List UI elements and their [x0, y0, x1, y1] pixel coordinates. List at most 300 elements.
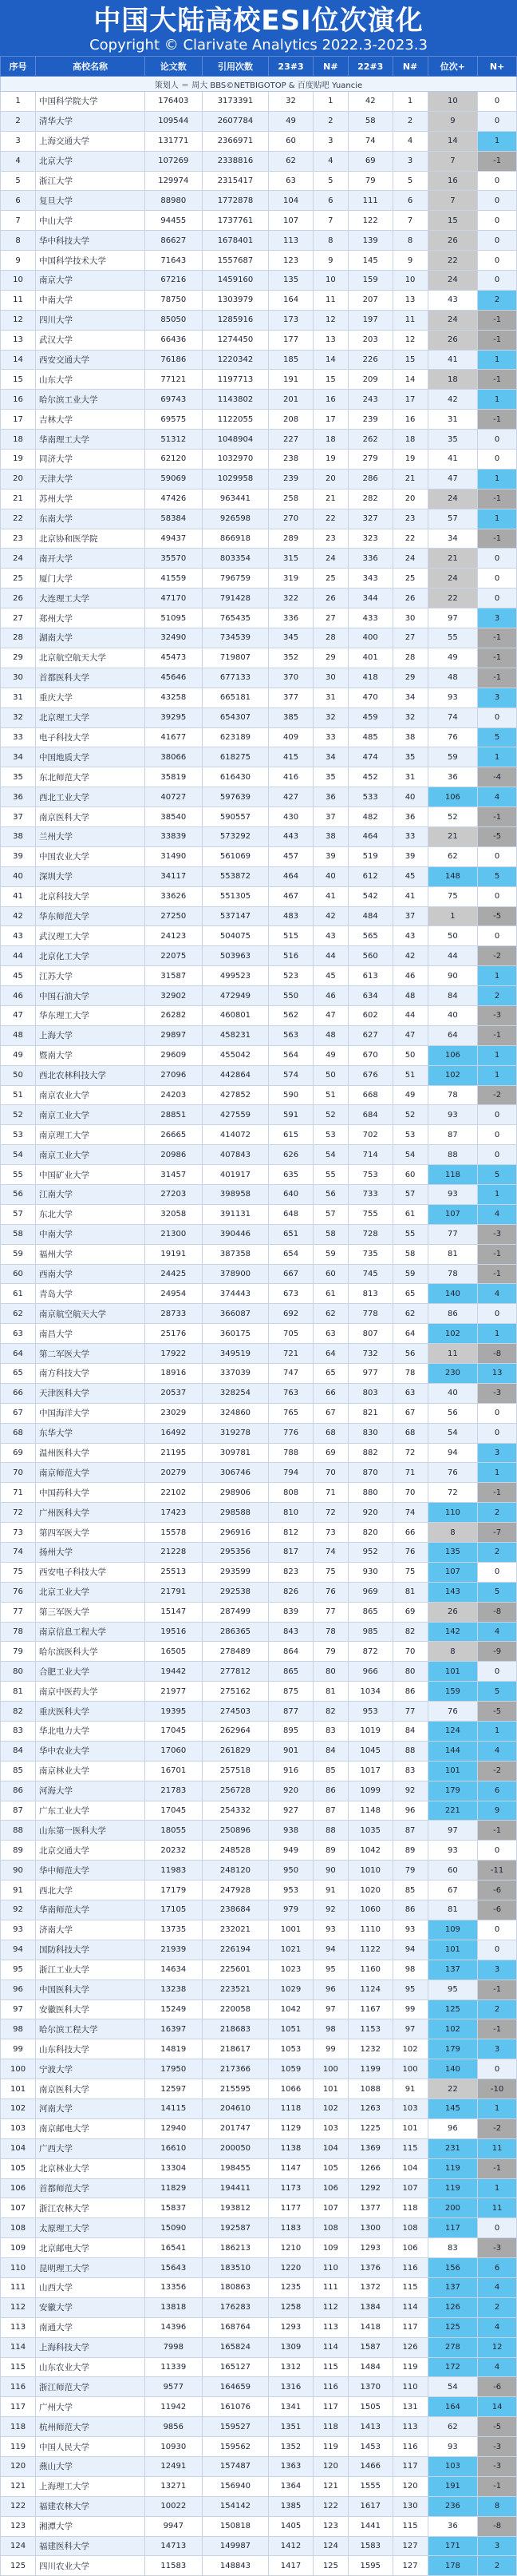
- row-rank-diff: 56: [428, 1403, 478, 1423]
- row-cites: 156940: [202, 2476, 268, 2496]
- row-n22: 24: [393, 549, 428, 569]
- row-no: 93: [1, 1920, 36, 1940]
- row-papers: 107269: [144, 151, 202, 171]
- row-cites: 1285916: [202, 310, 268, 330]
- row-papers: 29897: [144, 1025, 202, 1045]
- row-no: 42: [1, 906, 36, 926]
- row-rank22: 732: [348, 1344, 393, 1364]
- row-cites: 277812: [202, 1662, 268, 1682]
- row-cites: 250896: [202, 1821, 268, 1841]
- row-no: 80: [1, 1662, 36, 1682]
- row-cites: 401917: [202, 1165, 268, 1185]
- row-papers: 28733: [144, 1304, 202, 1324]
- table-row: [1, 2536, 517, 2556]
- row-no: 74: [1, 1543, 36, 1563]
- table-row: [1, 1722, 517, 1742]
- row-school-name: 东南大学: [36, 509, 145, 529]
- row-papers: 21195: [144, 1443, 202, 1463]
- table-row: [1, 648, 517, 668]
- row-n22: 37: [393, 906, 428, 926]
- row-papers: 40727: [144, 787, 202, 807]
- row-rank23: 776: [269, 1423, 314, 1443]
- row-n23: 8: [313, 231, 348, 251]
- row-cites: 215595: [202, 2079, 268, 2099]
- row-no: 81: [1, 1682, 36, 1702]
- row-rank-diff: 52: [428, 807, 478, 827]
- table-row: [1, 2138, 517, 2158]
- row-n-diff: 4: [478, 1741, 517, 1761]
- row-n23: 63: [313, 1324, 348, 1344]
- row-n22: 117: [393, 2456, 428, 2476]
- row-rank22: 803: [348, 1383, 393, 1403]
- row-papers: 26665: [144, 1125, 202, 1145]
- table-row: [1, 1682, 517, 1702]
- row-n23: 32: [313, 707, 348, 727]
- row-n23: 27: [313, 608, 348, 628]
- row-rank23: 523: [269, 966, 314, 986]
- row-n-diff: 1: [478, 1045, 517, 1065]
- row-no: 48: [1, 1025, 36, 1045]
- row-papers: 39295: [144, 707, 202, 727]
- row-n-diff: -1: [478, 1264, 517, 1284]
- row-cites: 278489: [202, 1642, 268, 1662]
- row-n22: 16: [393, 410, 428, 430]
- row-n22: 26: [393, 589, 428, 608]
- row-cites: 551305: [202, 886, 268, 906]
- row-papers: 27250: [144, 906, 202, 926]
- row-rank23: 1177: [269, 2198, 314, 2218]
- row-n-diff: 4: [478, 787, 517, 807]
- row-n22: 88: [393, 1741, 428, 1761]
- row-n23: 48: [313, 1025, 348, 1045]
- row-rank-diff: 103: [428, 2456, 478, 2476]
- row-rank22: 969: [348, 1582, 393, 1602]
- row-no: 40: [1, 866, 36, 886]
- row-papers: 20537: [144, 1383, 202, 1403]
- row-rank23: 1173: [269, 2178, 314, 2198]
- row-n23: 14: [313, 350, 348, 370]
- row-cites: 791428: [202, 589, 268, 608]
- row-cites: 150818: [202, 2516, 268, 2536]
- row-n22: 101: [393, 2118, 428, 2138]
- row-school-name: 苏州大学: [36, 489, 145, 509]
- row-rank-diff: 125: [428, 2317, 478, 2337]
- row-n22: 11: [393, 310, 428, 330]
- row-n23: 19: [313, 450, 348, 470]
- row-rank23: 345: [269, 628, 314, 648]
- row-papers: 29609: [144, 1045, 202, 1065]
- table-row: [1, 310, 517, 330]
- row-rank-diff: 75: [428, 886, 478, 906]
- row-rank22: 42: [348, 92, 393, 112]
- row-rank-diff: 78: [428, 1264, 478, 1284]
- row-cites: 1737761: [202, 211, 268, 231]
- row-papers: 86627: [144, 231, 202, 251]
- row-rank22: 400: [348, 628, 393, 648]
- row-rank23: 865: [269, 1662, 314, 1682]
- row-no: 101: [1, 2079, 36, 2099]
- row-rank-diff: 44: [428, 946, 478, 966]
- row-n-diff: 0: [478, 549, 517, 569]
- row-n-diff: 0: [478, 926, 517, 946]
- row-school-name: 西安交通大学: [36, 350, 145, 370]
- row-cites: 460801: [202, 1005, 268, 1025]
- row-rank23: 590: [269, 1085, 314, 1105]
- table-row: [1, 191, 517, 211]
- row-n22: 2: [393, 111, 428, 131]
- row-n23: 12: [313, 310, 348, 330]
- row-rank22: 1010: [348, 1861, 393, 1880]
- row-cites: 201747: [202, 2118, 268, 2138]
- row-papers: 13238: [144, 1980, 202, 1999]
- row-papers: 47170: [144, 589, 202, 608]
- row-rank-diff: 137: [428, 1960, 478, 1980]
- row-papers: 66436: [144, 330, 202, 350]
- row-school-name: 山东科技大学: [36, 2039, 145, 2059]
- row-rank-diff: 76: [428, 1463, 478, 1483]
- row-cites: 217366: [202, 2059, 268, 2079]
- row-n-diff: 0: [478, 211, 517, 231]
- row-n-diff: -5: [478, 826, 517, 846]
- table-row: [1, 469, 517, 489]
- row-rank-diff: 59: [428, 747, 478, 767]
- row-n23: 116: [313, 2377, 348, 2397]
- row-n-diff: 0: [478, 251, 517, 271]
- row-n23: 117: [313, 2397, 348, 2417]
- table-row: [1, 350, 517, 370]
- row-school-name: 南京中医药大学: [36, 1682, 145, 1702]
- row-rank-diff: 40: [428, 1005, 478, 1025]
- row-n-diff: -7: [478, 1523, 517, 1543]
- row-n23: 95: [313, 1960, 348, 1980]
- row-no: 65: [1, 1364, 36, 1384]
- row-cites: 328254: [202, 1383, 268, 1403]
- row-papers: 27096: [144, 1065, 202, 1085]
- row-papers: 32058: [144, 1204, 202, 1224]
- row-n23: 109: [313, 2238, 348, 2258]
- row-n-diff: 6: [478, 2258, 517, 2278]
- row-school-name: 厦门大学: [36, 569, 145, 589]
- row-rank22: 612: [348, 866, 393, 886]
- row-n22: 119: [393, 2357, 428, 2377]
- row-n-diff: 0: [478, 271, 517, 291]
- row-no: 2: [1, 111, 36, 131]
- row-rank-diff: 156: [428, 2258, 478, 2278]
- row-no: 12: [1, 310, 36, 330]
- table-row: [1, 1204, 517, 1224]
- row-school-name: 吉林大学: [36, 410, 145, 430]
- row-rank23: 516: [269, 946, 314, 966]
- row-n22: 115: [393, 2138, 428, 2158]
- row-rank-diff: 24: [428, 569, 478, 589]
- row-n23: 51: [313, 1085, 348, 1105]
- row-rank-diff: 179: [428, 2039, 478, 2059]
- row-rank23: 60: [269, 131, 314, 151]
- row-n23: 45: [313, 966, 348, 986]
- row-n22: 8: [393, 231, 428, 251]
- table-row: [1, 1999, 517, 2019]
- row-papers: 62120: [144, 450, 202, 470]
- row-no: 26: [1, 589, 36, 608]
- row-cites: 180863: [202, 2277, 268, 2297]
- row-rank-diff: 135: [428, 1543, 478, 1563]
- row-papers: 47426: [144, 489, 202, 509]
- row-rank-diff: 42: [428, 390, 478, 410]
- row-school-name: 首都师范大学: [36, 2178, 145, 2198]
- row-n-diff: 0: [478, 1841, 517, 1861]
- row-n22: 70: [393, 1642, 428, 1662]
- table-row: [1, 2039, 517, 2059]
- credit-text: 策划人 ＝ 周大 BBS©NETBIGOTOP & 百度贴吧 Yuancie: [1, 77, 517, 92]
- row-rank-diff: 101: [428, 1940, 478, 1960]
- row-papers: 14115: [144, 2098, 202, 2118]
- row-papers: 14396: [144, 2317, 202, 2337]
- row-papers: 13356: [144, 2277, 202, 2297]
- row-n23: 40: [313, 866, 348, 886]
- row-n23: 34: [313, 747, 348, 767]
- row-n-diff: 0: [478, 1304, 517, 1324]
- row-no: 18: [1, 430, 36, 450]
- row-n23: 57: [313, 1204, 348, 1224]
- row-papers: 24123: [144, 926, 202, 946]
- row-no: 82: [1, 1702, 36, 1722]
- row-papers: 15578: [144, 1523, 202, 1543]
- table-row: [1, 290, 517, 310]
- row-rank23: 1258: [269, 2297, 314, 2317]
- row-rank-diff: 43: [428, 290, 478, 310]
- row-rank23: 574: [269, 1065, 314, 1085]
- row-cites: 616430: [202, 767, 268, 787]
- row-rank23: 1023: [269, 1960, 314, 1980]
- row-n-diff: -4: [478, 767, 517, 787]
- row-n23: 36: [313, 787, 348, 807]
- row-rank22: 159: [348, 271, 393, 291]
- row-no: 54: [1, 1145, 36, 1165]
- table-row: [1, 211, 517, 231]
- row-n23: 47: [313, 1005, 348, 1025]
- table-row: [1, 370, 517, 390]
- row-rank22: 1232: [348, 2039, 393, 2059]
- row-n23: 31: [313, 688, 348, 707]
- row-cites: 226194: [202, 1940, 268, 1960]
- table-row: [1, 151, 517, 171]
- row-n-diff: 5: [478, 727, 517, 747]
- row-rank22: 1153: [348, 2019, 393, 2039]
- row-n-diff: -8: [478, 2516, 517, 2536]
- row-n-diff: 0: [478, 569, 517, 589]
- row-rank22: 459: [348, 707, 393, 727]
- row-n22: 86: [393, 1682, 428, 1702]
- row-n-diff: 0: [478, 2218, 517, 2238]
- row-rank23: 457: [269, 846, 314, 866]
- row-rank23: 763: [269, 1383, 314, 1403]
- row-cites: 165127: [202, 2357, 268, 2377]
- row-n23: 67: [313, 1403, 348, 1423]
- row-papers: 16397: [144, 2019, 202, 2039]
- row-n-diff: 4: [478, 1204, 517, 1224]
- row-rank-diff: 90: [428, 966, 478, 986]
- row-rank23: 515: [269, 926, 314, 946]
- row-no: 21: [1, 489, 36, 509]
- row-rank22: 1167: [348, 1999, 393, 2019]
- row-rank23: 1364: [269, 2476, 314, 2496]
- row-rank22: 872: [348, 1642, 393, 1662]
- row-rank23: 875: [269, 1682, 314, 1702]
- row-n22: 56: [393, 1344, 428, 1364]
- row-rank22: 602: [348, 1005, 393, 1025]
- row-n-diff: -8: [478, 1344, 517, 1364]
- row-n22: 77: [393, 1702, 428, 1722]
- row-school-name: 广州大学: [36, 2397, 145, 2417]
- row-cites: 590557: [202, 807, 268, 827]
- row-rank23: 1293: [269, 2317, 314, 2337]
- row-school-name: 北京理工大学: [36, 707, 145, 727]
- row-school-name: 中国地质大学: [36, 747, 145, 767]
- row-papers: 25176: [144, 1324, 202, 1344]
- table-row: [1, 1880, 517, 1900]
- row-rank-diff: 107: [428, 1204, 478, 1224]
- row-papers: 78750: [144, 290, 202, 310]
- table-row: [1, 1503, 517, 1523]
- row-papers: 24954: [144, 1284, 202, 1304]
- row-rank23: 173: [269, 310, 314, 330]
- row-rank23: 550: [269, 986, 314, 1006]
- row-cites: 665181: [202, 688, 268, 707]
- row-school-name: 中国矿业大学: [36, 1165, 145, 1185]
- row-rank-diff: 119: [428, 2158, 478, 2178]
- row-school-name: 上海大学: [36, 1025, 145, 1045]
- row-school-name: 南开大学: [36, 549, 145, 569]
- row-school-name: 南京理工大学: [36, 1125, 145, 1145]
- row-n-diff: -1: [478, 410, 517, 430]
- row-rank-diff: 102: [428, 2019, 478, 2039]
- row-rank22: 484: [348, 906, 393, 926]
- row-cites: 204610: [202, 2098, 268, 2118]
- row-n-diff: 0: [478, 1562, 517, 1582]
- row-school-name: 郑州大学: [36, 608, 145, 628]
- row-rank23: 1059: [269, 2059, 314, 2079]
- row-rank-diff: 172: [428, 2357, 478, 2377]
- row-no: 61: [1, 1284, 36, 1304]
- row-rank22: 282: [348, 489, 393, 509]
- row-papers: 20279: [144, 1463, 202, 1483]
- row-rank23: 1220: [269, 2258, 314, 2278]
- row-rank22: 1617: [348, 2496, 393, 2516]
- row-papers: 13735: [144, 1920, 202, 1940]
- row-n-diff: 1: [478, 966, 517, 986]
- row-no: 50: [1, 1065, 36, 1085]
- row-cites: 1459160: [202, 271, 268, 291]
- row-school-name: 济南大学: [36, 1920, 145, 1940]
- row-school-name: 合肥工业大学: [36, 1662, 145, 1682]
- row-n-diff: -2: [478, 946, 517, 966]
- row-rank22: 209: [348, 370, 393, 390]
- row-rank22: 343: [348, 569, 393, 589]
- row-cites: 218683: [202, 2019, 268, 2039]
- row-no: 11: [1, 290, 36, 310]
- row-cites: 472949: [202, 986, 268, 1006]
- row-school-name: 广东工业大学: [36, 1801, 145, 1821]
- row-rank-diff: 93: [428, 2437, 478, 2457]
- row-n23: 85: [313, 1761, 348, 1781]
- row-n-diff: -1: [478, 1244, 517, 1264]
- row-rank-diff: 15: [428, 211, 478, 231]
- row-cites: 298906: [202, 1483, 268, 1503]
- row-n-diff: 0: [478, 231, 517, 251]
- row-no: 103: [1, 2118, 36, 2138]
- table-row: [1, 2198, 517, 2218]
- row-n23: 105: [313, 2158, 348, 2178]
- row-n22: 110: [393, 2377, 428, 2397]
- row-rank-diff: 87: [428, 1125, 478, 1145]
- row-rank22: 1505: [348, 2397, 393, 2417]
- row-rank22: 865: [348, 1602, 393, 1622]
- row-cites: 1220342: [202, 350, 268, 370]
- row-no: 76: [1, 1582, 36, 1602]
- row-papers: 17045: [144, 1801, 202, 1821]
- row-school-name: 北京科技大学: [36, 886, 145, 906]
- row-rank-diff: 22: [428, 589, 478, 608]
- row-n-diff: 9: [478, 1801, 517, 1821]
- row-n23: 23: [313, 529, 348, 549]
- row-n22: 69: [393, 1602, 428, 1622]
- row-papers: 11583: [144, 2556, 202, 2576]
- row-no: 23: [1, 529, 36, 549]
- row-rank23: 409: [269, 727, 314, 747]
- table-row: [1, 1085, 517, 1105]
- row-no: 9: [1, 251, 36, 271]
- table-row: [1, 1940, 517, 1960]
- row-school-name: 四川农业大学: [36, 2556, 145, 2576]
- row-papers: 67216: [144, 271, 202, 291]
- row-no: 110: [1, 2258, 36, 2278]
- row-no: 70: [1, 1463, 36, 1483]
- row-cites: 503963: [202, 946, 268, 966]
- row-no: 122: [1, 2496, 36, 2516]
- row-rank-diff: 8: [428, 1642, 478, 1662]
- row-n22: 53: [393, 1125, 428, 1145]
- row-rank22: 1034: [348, 1682, 393, 1702]
- row-no: 14: [1, 350, 36, 370]
- row-n23: 74: [313, 1543, 348, 1563]
- row-school-name: 华南理工大学: [36, 430, 145, 450]
- row-rank23: 415: [269, 747, 314, 767]
- row-cites: 719807: [202, 648, 268, 668]
- table-row: [1, 866, 517, 886]
- row-no: 111: [1, 2277, 36, 2297]
- row-n23: 88: [313, 1821, 348, 1841]
- ranking-table: [0, 56, 517, 2576]
- row-no: 4: [1, 151, 36, 171]
- row-rank23: 563: [269, 1025, 314, 1045]
- row-school-name: 广州医科大学: [36, 1503, 145, 1523]
- row-rank23: 191: [269, 370, 314, 390]
- row-papers: 17423: [144, 1503, 202, 1523]
- row-rank22: 1110: [348, 1920, 393, 1940]
- row-n23: 114: [313, 2337, 348, 2357]
- row-rank23: 113: [269, 231, 314, 251]
- row-rank22: 69: [348, 151, 393, 171]
- row-n22: 108: [393, 2218, 428, 2238]
- row-rank-diff: 117: [428, 2218, 478, 2238]
- row-rank22: 243: [348, 390, 393, 410]
- row-school-name: 广西大学: [36, 2138, 145, 2158]
- row-n-diff: 0: [478, 846, 517, 866]
- row-papers: 176403: [144, 92, 202, 112]
- table-row: [1, 2337, 517, 2357]
- table-row: [1, 1025, 517, 1045]
- col-header-cites: 引用次数: [202, 57, 268, 77]
